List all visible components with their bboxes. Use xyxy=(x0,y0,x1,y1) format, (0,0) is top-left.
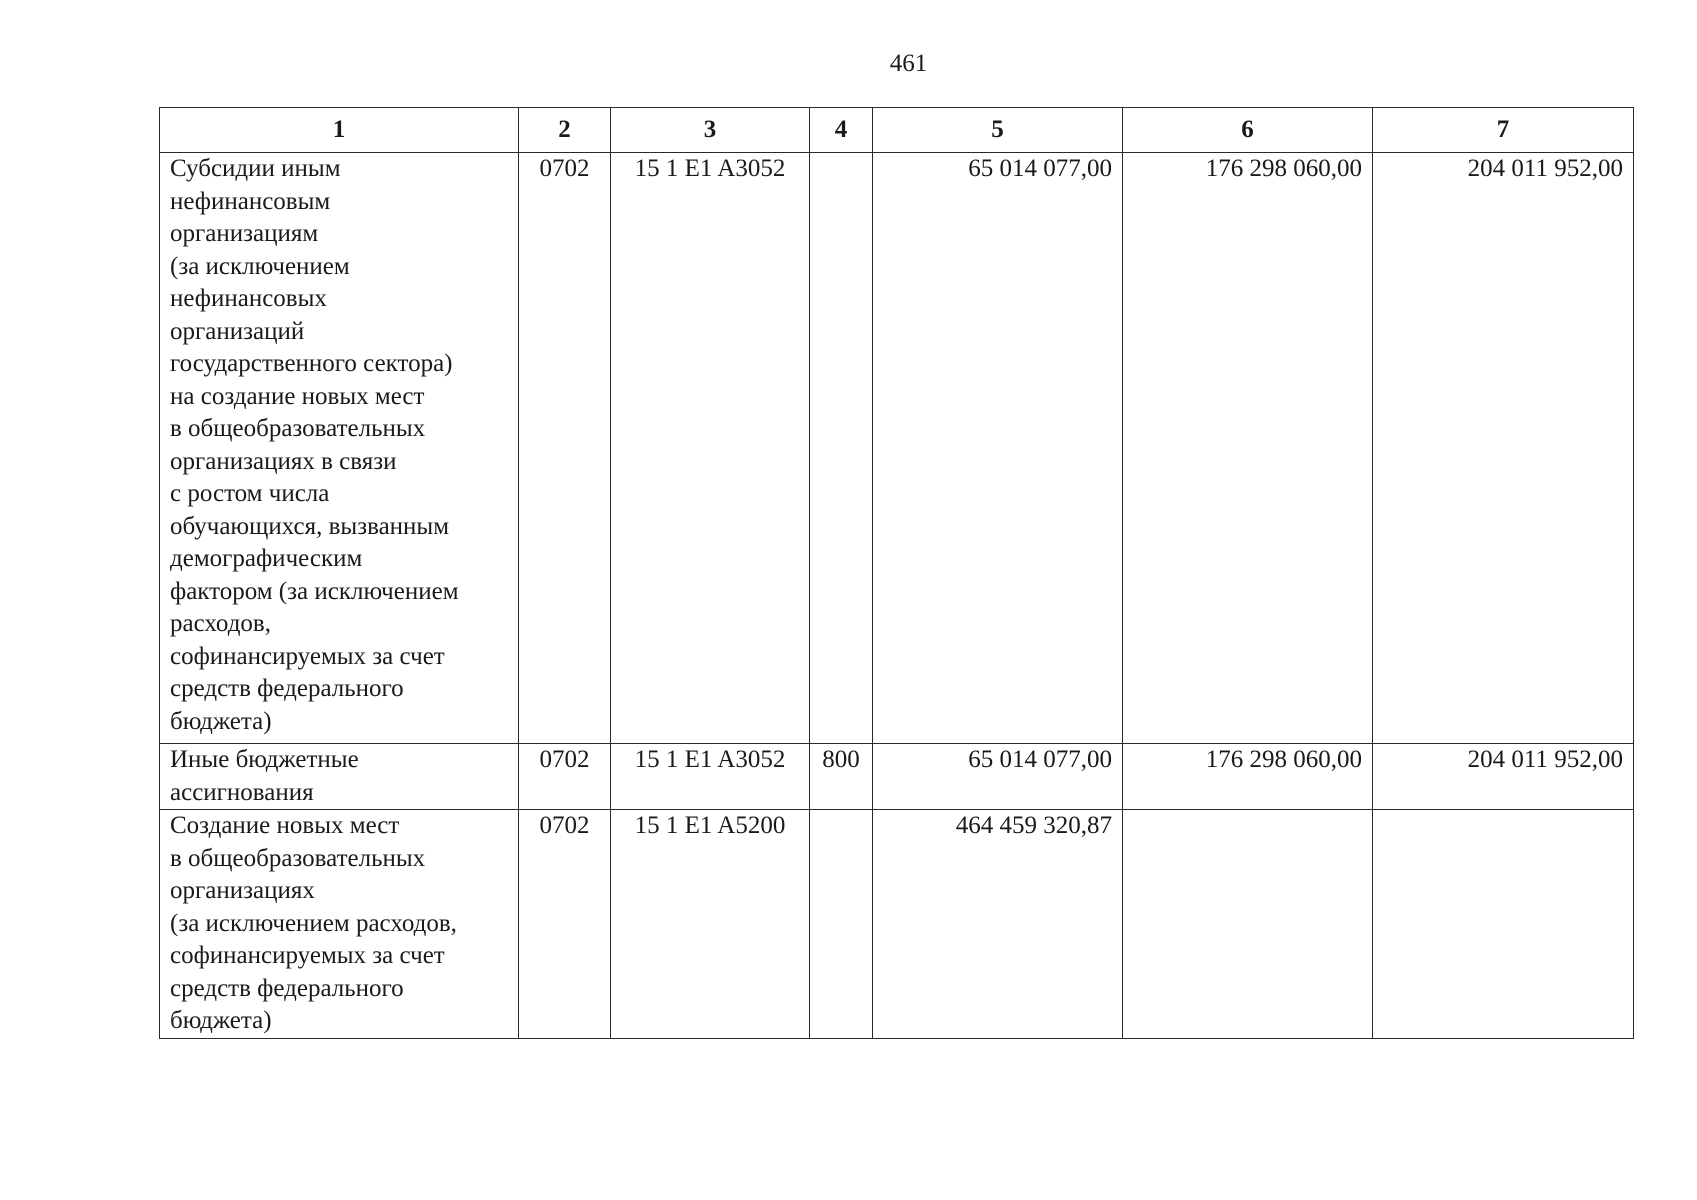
row-name-line: Иные бюджетные xyxy=(170,746,359,773)
header-col-6: 6 xyxy=(1123,108,1373,153)
expense-type-cell: 800 xyxy=(810,744,873,810)
row-name-cell xyxy=(160,810,519,1039)
row-name-line: Субсидии иным xyxy=(170,155,341,182)
row-name-line: (за исключением xyxy=(170,252,350,280)
row-name-line: расходов, xyxy=(170,610,271,637)
row-name-line: организациях в связи xyxy=(170,447,397,475)
row-name-line: демографическим xyxy=(170,545,363,572)
row-name-line: Создание новых мест xyxy=(170,812,400,839)
header-col-3: 3 xyxy=(611,108,810,153)
row-name-cell xyxy=(160,744,519,810)
row-name-line: организациям xyxy=(170,220,319,247)
amount-col-6-cell: 176 298 060,00 xyxy=(1123,744,1373,810)
amount-col-6-cell xyxy=(1123,810,1373,1039)
header-col-4: 4 xyxy=(810,108,873,153)
header-col-5: 5 xyxy=(873,108,1123,153)
section-code-cell: 0702 xyxy=(519,744,611,810)
row-name-line: фактором (за исключением xyxy=(170,577,459,605)
amount-col-7-cell: 204 011 952,00 xyxy=(1373,153,1634,744)
row-name-line: (за исключением расходов, xyxy=(170,909,457,937)
amount-col-7-cell xyxy=(1373,810,1634,1039)
budget-table xyxy=(159,107,1634,1039)
amount-col-5-cell: 65 014 077,00 xyxy=(873,744,1123,810)
row-name-line: в общеобразовательных xyxy=(170,415,426,442)
row-name-line: обучающихся, вызванным xyxy=(170,512,450,540)
row-name-line: в общеобразовательных xyxy=(170,844,426,872)
amount-col-5-cell: 464 459 320,87 xyxy=(873,810,1123,1039)
table-row xyxy=(160,810,1634,1039)
table-row xyxy=(160,744,1634,810)
header-row xyxy=(160,108,1634,153)
expense-type-cell xyxy=(810,810,873,1039)
header-col-7: 7 xyxy=(1373,108,1634,153)
target-code-cell: 15 1 E1 A3052 xyxy=(611,744,810,810)
expense-type-cell xyxy=(810,153,873,744)
section-code-cell: 0702 xyxy=(519,153,611,744)
row-name-line: нефинансовым xyxy=(170,187,331,215)
amount-col-7-cell: 204 011 952,00 xyxy=(1373,744,1634,810)
section-code-cell: 0702 xyxy=(519,810,611,1039)
row-name-line: нефинансовых xyxy=(170,285,327,312)
row-name-line: с ростом числа xyxy=(170,480,330,507)
row-name-line: организациях xyxy=(170,877,315,904)
target-code-cell: 15 1 E1 A5200 xyxy=(611,810,810,1039)
row-name-line: бюджета) xyxy=(170,707,272,735)
row-name-line: организаций xyxy=(170,317,305,345)
row-name-line: средств федерального xyxy=(170,974,404,1002)
row-name-line: софинансируемых за счет xyxy=(170,942,445,969)
row-name-line: софинансируемых за счет xyxy=(170,642,445,670)
amount-col-6-cell: 176 298 060,00 xyxy=(1123,153,1373,744)
target-code-cell: 15 1 E1 A3052 xyxy=(611,153,810,744)
row-name-line: бюджета) xyxy=(170,1007,272,1034)
row-name-line: на создание новых мест xyxy=(170,382,425,410)
row-name-line: средств федерального xyxy=(170,675,404,702)
amount-col-5-cell: 65 014 077,00 xyxy=(873,153,1123,744)
header-col-1: 1 xyxy=(160,108,519,153)
page-number: 461 xyxy=(889,50,928,77)
row-name-line: ассигнования xyxy=(170,778,314,806)
table-row xyxy=(160,153,1634,744)
row-name-line: государственного сектора) xyxy=(170,350,453,377)
header-col-2: 2 xyxy=(519,108,611,153)
row-name-cell xyxy=(160,153,519,744)
